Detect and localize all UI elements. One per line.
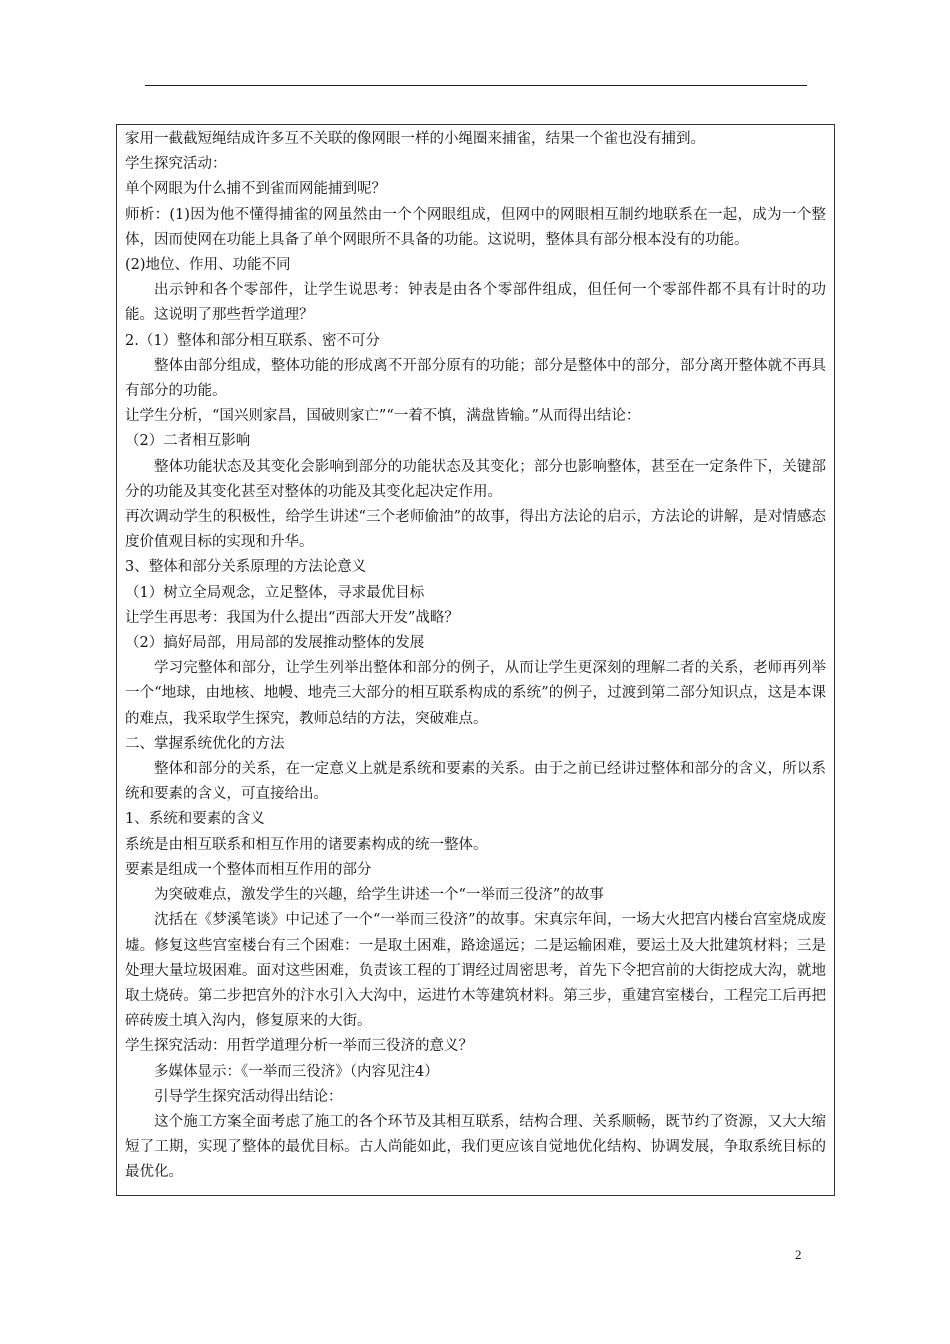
paragraph: 单个网眼为什么捕不到雀而网能捕到呢？	[125, 181, 386, 198]
paragraph: 要素是组成一个整体而相互作用的部分	[125, 861, 372, 878]
paragraph: 系统是由相互联系和相互作用的诸要素构成的统一整体。	[125, 836, 488, 853]
paragraph: 让学生再思考：我国为什么提出“西部大开发”战略？	[125, 609, 459, 626]
paragraph: 二、掌握系统优化的方法	[125, 735, 285, 752]
page-number: 2	[795, 1247, 802, 1262]
paragraph: 学生探究活动：	[125, 156, 227, 173]
paragraph: 家用一截截短绳结成许多互不关联的像网眼一样的小绳圈来捕雀，结果一个雀也没有捕到。	[125, 131, 705, 147]
paragraph: 沈括在《梦溪笔谈》中记述了一个“一举而三役济”的故事。宋真宗年间，一场大火把宫内楼台宫室烧成废墟。修复这些宫室楼台有三个困难：一是取土困难，路途遥远；二是运输困难，要运土及大批建筑材料；三是处理大量垃圾困难。面对这些困难，负责该工程的丁谓经过周密思考，首先下令把宫前的大街挖成大沟，就地取土烧砖。第二步把宫外的汴水引入大沟中，运进竹木等建筑材料。第三步，重建宫室楼台，工程完工后再把碎砖废土填入沟内，修复原来的大街。	[125, 912, 826, 1030]
paragraph: 出示钟和各个零部件，让学生说思考：钟表是由各个零部件组成，但任何一个零部件都不具有计时的功能。这说明了那些哲学道理？	[125, 282, 826, 324]
paragraph: (2)地位、作用、功能不同	[125, 257, 291, 274]
content-box	[116, 124, 835, 1196]
paragraph: 整体功能状态及其变化会影响到部分的功能状态及其变化；部分也影响整体，甚至在一定条件下，关键部分的功能及其变化甚至对整体的功能及其变化起决定作用。	[125, 458, 826, 500]
paragraph: 为突破难点，激发学生的兴趣，给学生讲述一个“一举而三役济”的故事	[154, 887, 604, 904]
paragraph: 师析：(1)因为他不懂得捕雀的网虽然由一个个网眼组成，但网中的网眼相互制约地联系在一起，成为一个整体，因而使网在功能上具备了单个网眼所不具备的功能。这说明，整体具有部分根本没有的功能。	[125, 206, 826, 248]
paragraph: 3、整体和部分关系原理的方法论意义	[125, 559, 367, 576]
paragraph: 这个施工方案全面考虑了施工的各个环节及其相互联系，结构合理、关系顺畅，既节约了资源，又大大缩短了工期，实现了整体的最优目标。古人尚能如此，我们更应该自觉地优化结构、协调发展，争取系统目标的最优化。	[125, 1113, 826, 1181]
paragraph: 整体和部分的关系，在一定意义上就是系统和要素的关系。由于之前已经讲过整体和部分的含义，所以系统和要素的含义，可直接给出。	[125, 761, 826, 803]
paragraph: 再次调动学生的积极性，给学生讲述“三个老师偷油”的故事，得出方法论的启示，方法论的讲解，是对情感态度价值观目标的实现和升华。	[125, 509, 826, 551]
paragraph: （2）搞好局部，用局部的发展推动整体的发展	[125, 635, 425, 652]
paragraph: 学习完整体和部分，让学生列举出整体和部分的例子，从而让学生更深刻的理解二者的关系，老师再列举一个“地球，由地核、地幔、地壳三大部分的相互联系构成的系统”的例子，过渡到第二部分知识点，这是本课的难点，我采取学生探究，教师总结的方法，突破难点。	[125, 660, 826, 727]
paragraph: 让学生分析，“国兴则家昌，国破则家亡”“一着不慎，满盘皆输。”从而得出结论：	[125, 408, 641, 425]
paragraph: 2.（1）整体和部分相互联系、密不可分	[125, 332, 381, 349]
paragraph: （1）树立全局观念，立足整体，寻求最优目标	[125, 584, 425, 601]
paragraph: 整体由部分组成，整体功能的形成离不开部分原有的功能；部分是整体中的部分，部分离开整体就不再具有部分的功能。	[125, 357, 826, 400]
paragraph: （2）二者相互影响	[125, 433, 251, 450]
paragraph: 多媒体显示：《一举而三役济》（内容见注4）	[154, 1063, 439, 1080]
paragraph: 1、系统和要素的含义	[125, 811, 265, 828]
paragraph: 学生探究活动：用哲学道理分析一举而三役济的意义？	[125, 1038, 473, 1055]
paragraph: 引导学生探究活动得出结论：	[154, 1088, 343, 1105]
header-rule	[145, 85, 807, 86]
